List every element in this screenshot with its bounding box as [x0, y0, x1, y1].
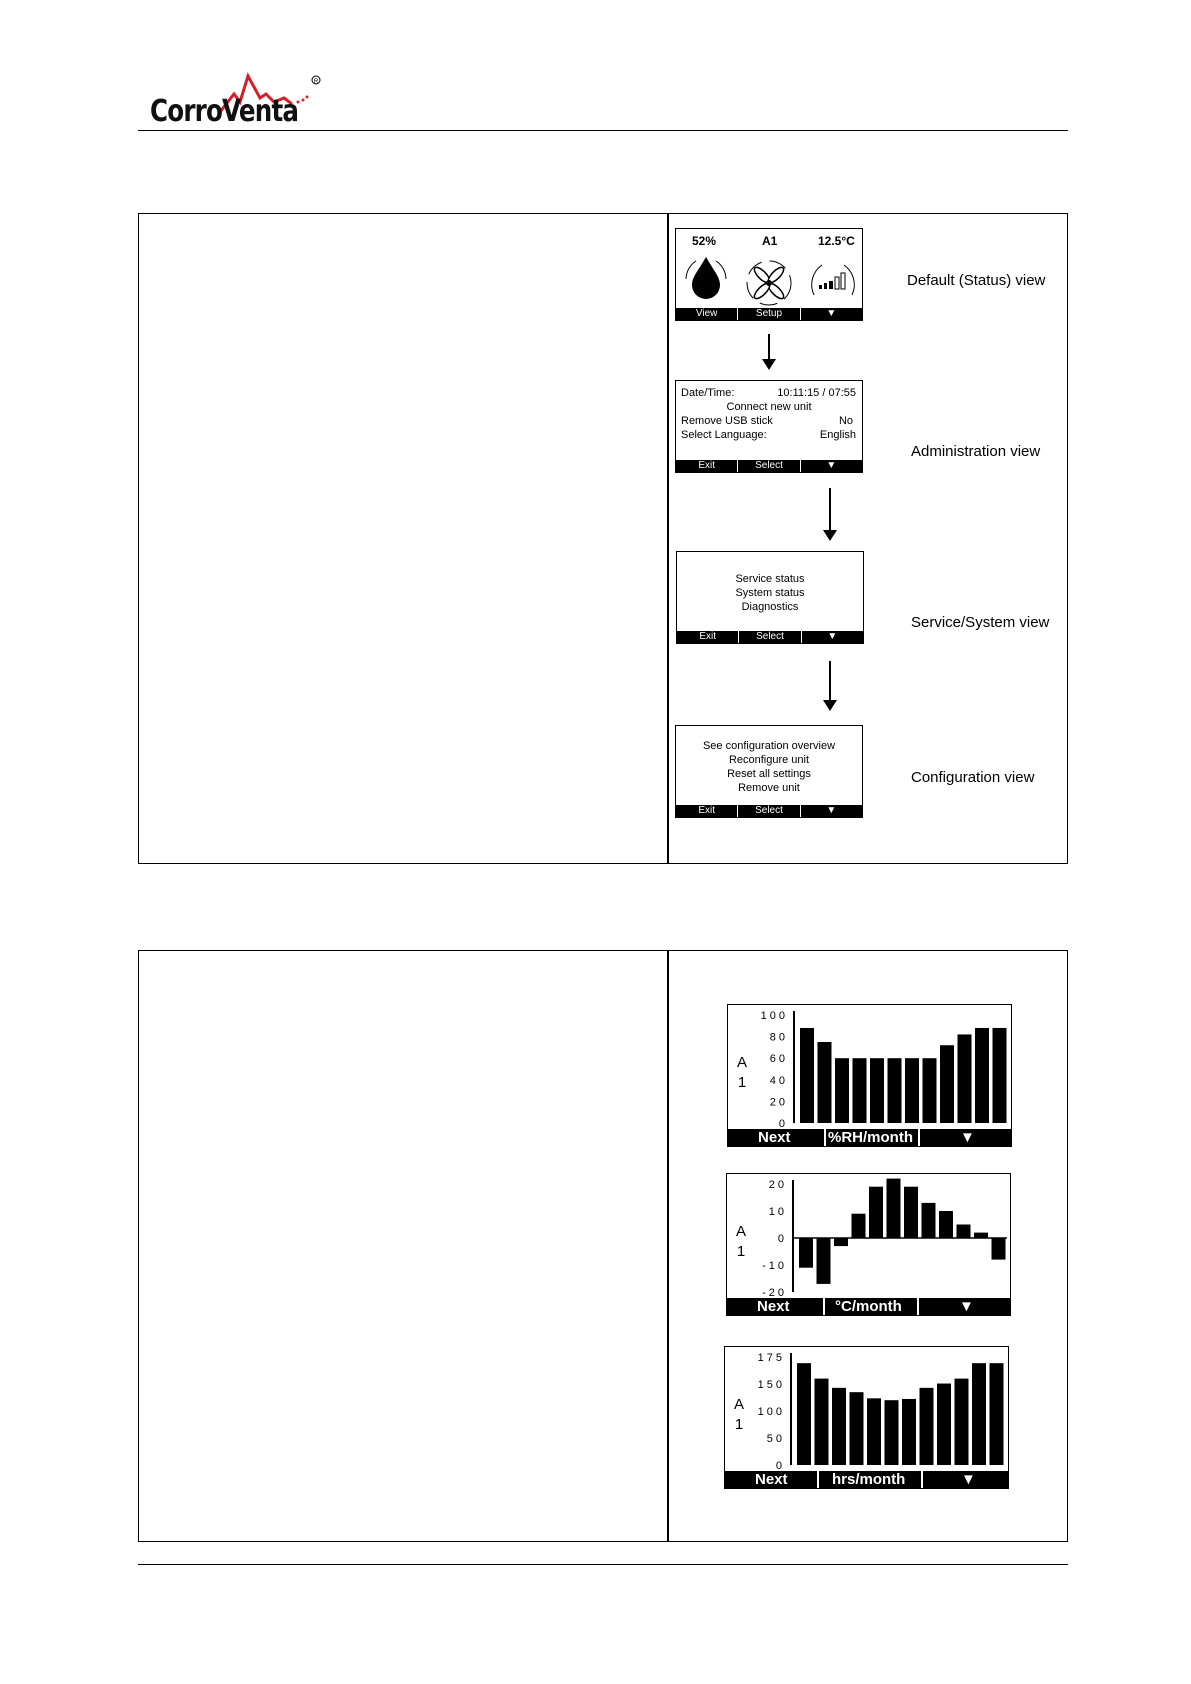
down-arrow-button[interactable]: ▼ [959, 1298, 974, 1315]
config-menu-item: Reset all settings [727, 768, 811, 780]
unit-id-label: A [735, 1223, 747, 1240]
chart-bar [958, 1034, 972, 1123]
chart-bar [850, 1392, 864, 1465]
y-tick-label: -10 [762, 1260, 787, 1272]
humidity-readout: 52% [692, 234, 717, 248]
y-tick-label: 60 [769, 1053, 788, 1066]
registered-mark: R [313, 79, 319, 85]
chart-bar [972, 1363, 986, 1465]
chart-bar [885, 1400, 899, 1465]
unit-id-label: 1 [734, 1416, 744, 1433]
footer-divider [817, 1471, 819, 1488]
y-tick-label: 0 [777, 1233, 787, 1245]
softkey-down-arrow[interactable]: ▼ [826, 805, 837, 816]
chart-bar [923, 1058, 937, 1123]
unit-readout: A1 [762, 234, 778, 248]
charts-panel [138, 950, 1068, 1542]
chart-footer [725, 1471, 1008, 1488]
y-tick-label: 10 [768, 1206, 787, 1218]
footer-divider [917, 1298, 919, 1315]
chart-bar [975, 1028, 989, 1123]
temperature-readout: 12.5°C [818, 234, 855, 248]
config-view-label: Configuration view [911, 769, 1035, 786]
chart-bar [800, 1028, 814, 1123]
chart-bar [888, 1058, 902, 1123]
chart-bar [799, 1238, 813, 1268]
rh-chart [727, 1004, 1012, 1147]
signal-bars-icon [812, 265, 855, 295]
footer-divider [921, 1471, 923, 1488]
y-tick-label: 100 [760, 1010, 788, 1022]
chart-bar [834, 1238, 848, 1246]
softkey-select[interactable]: Select [738, 805, 800, 817]
chart-footer [727, 1298, 1010, 1315]
hours-chart-plot [725, 1347, 1007, 1471]
chart-bar [905, 1058, 919, 1123]
y-tick-label: 100 [757, 1406, 785, 1418]
chart-bar [797, 1363, 811, 1465]
unit-id-label: 1 [736, 1243, 746, 1260]
down-arrow-button[interactable]: ▼ [960, 1129, 975, 1146]
header-rule [138, 130, 1068, 131]
unit-id-label: A [736, 1054, 748, 1071]
footer-divider [823, 1298, 825, 1315]
y-tick-label: 20 [769, 1096, 788, 1109]
admin-row-label: Date/Time: [681, 387, 735, 399]
softkey-down-arrow[interactable]: ▼ [826, 460, 837, 471]
admin-row-label: Remove USB stick [681, 415, 773, 427]
down-arrow-icon [768, 334, 770, 360]
status-view-screen [675, 228, 863, 321]
softkey-down-arrow[interactable]: ▼ [827, 631, 838, 642]
chart-bar [937, 1384, 951, 1465]
y-tick-label: 175 [757, 1352, 785, 1364]
chart-bar [887, 1179, 901, 1238]
chart-bar [869, 1187, 883, 1238]
down-arrow-icon [829, 488, 831, 531]
config-view-screen [675, 725, 863, 818]
chart-bar [867, 1398, 881, 1465]
chart-bar [835, 1058, 849, 1123]
corroventa-logo [150, 72, 325, 130]
hours-chart [724, 1346, 1009, 1489]
chart-bar [974, 1233, 988, 1238]
softkey-down-arrow[interactable]: ▼ [826, 308, 837, 319]
chart-unit-label: °C/month [835, 1298, 902, 1315]
footer-rule [138, 1564, 1068, 1565]
panel-divider [667, 951, 669, 1541]
config-menu-item: Remove unit [738, 782, 800, 794]
y-tick-label: 150 [757, 1379, 785, 1391]
y-tick-label: 20 [768, 1179, 787, 1191]
service-softkeys [677, 631, 863, 643]
chart-bar [990, 1363, 1004, 1465]
chart-bar [832, 1388, 846, 1465]
admin-row-value: 10:11:15 / 07:55 [777, 387, 856, 399]
chart-bar [904, 1187, 918, 1238]
softkey-select[interactable]: Select [738, 460, 800, 472]
admin-row-value: English [819, 429, 856, 441]
y-tick-label: 40 [769, 1074, 788, 1087]
footer-divider [824, 1129, 826, 1146]
y-tick-label: 0 [778, 1118, 788, 1129]
softkey-setup[interactable]: Setup [738, 308, 800, 320]
footer-divider [918, 1129, 920, 1146]
admin-row-label: Select Language: [681, 429, 767, 441]
chart-unit-label: hrs/month [832, 1471, 906, 1488]
y-tick-label: -20 [762, 1287, 787, 1298]
chart-bar [993, 1028, 1007, 1123]
rh-chart-plot [728, 1005, 1010, 1129]
chart-bar [955, 1379, 969, 1465]
config-menu-item: See configuration overview [702, 740, 836, 752]
chart-bar [920, 1388, 934, 1465]
chart-bar [922, 1203, 936, 1238]
fan-icon [747, 261, 791, 305]
chart-bar [902, 1399, 916, 1465]
chart-footer [728, 1129, 1011, 1146]
softkey-exit[interactable]: Exit [677, 631, 739, 643]
service-menu-item: Service status [735, 573, 805, 585]
admin-row-label: Connect new unit [726, 401, 812, 413]
softkey-exit[interactable]: Exit [676, 460, 738, 472]
panel-divider [667, 214, 669, 863]
chart-bar [992, 1238, 1006, 1260]
chart-bar [957, 1225, 971, 1239]
admin-row-value: No [838, 415, 853, 427]
config-menu-lines [676, 739, 862, 795]
softkey-exit[interactable]: Exit [676, 805, 738, 817]
service-menu-lines [677, 572, 863, 614]
chart-bar [939, 1211, 953, 1238]
temp-chart [726, 1173, 1011, 1316]
y-tick-label: 80 [769, 1031, 788, 1044]
unit-id-label: A [733, 1396, 745, 1413]
next-button[interactable]: Next [755, 1471, 788, 1488]
next-button[interactable]: Next [757, 1298, 790, 1315]
menu-flow-panel [138, 213, 1068, 864]
chart-bar [815, 1379, 829, 1465]
chart-bar [940, 1045, 954, 1123]
chart-bar [817, 1238, 831, 1284]
down-arrow-button[interactable]: ▼ [961, 1471, 976, 1488]
down-arrow-icon [829, 661, 831, 701]
status-view-label: Default (Status) view [907, 272, 1046, 289]
service-menu-item: Diagnostics [741, 601, 799, 613]
temp-chart-plot [727, 1174, 1009, 1298]
config-softkeys [676, 805, 862, 817]
unit-id-label: 1 [737, 1074, 747, 1091]
config-menu-item: Reconfigure unit [728, 754, 810, 766]
logo-text: CorroVenta [150, 94, 299, 129]
service-view-screen [676, 551, 864, 644]
admin-view-screen [675, 380, 863, 473]
drop-icon [686, 257, 726, 299]
admin-softkeys [676, 460, 862, 472]
y-tick-label: 50 [766, 1433, 785, 1445]
next-button[interactable]: Next [758, 1129, 791, 1146]
service-view-label: Service/System view [911, 614, 1050, 631]
service-menu-item: System status [735, 587, 805, 599]
softkey-view[interactable]: View [676, 308, 738, 320]
softkey-select[interactable]: Select [739, 631, 801, 643]
chart-bar [853, 1058, 867, 1123]
y-tick-label: 0 [775, 1460, 785, 1471]
chart-bar [818, 1042, 832, 1123]
chart-bar [870, 1058, 884, 1123]
chart-bar [852, 1214, 866, 1238]
status-softkeys [676, 308, 862, 320]
chart-unit-label: %RH/month [828, 1129, 913, 1146]
admin-view-label: Administration view [911, 443, 1041, 460]
